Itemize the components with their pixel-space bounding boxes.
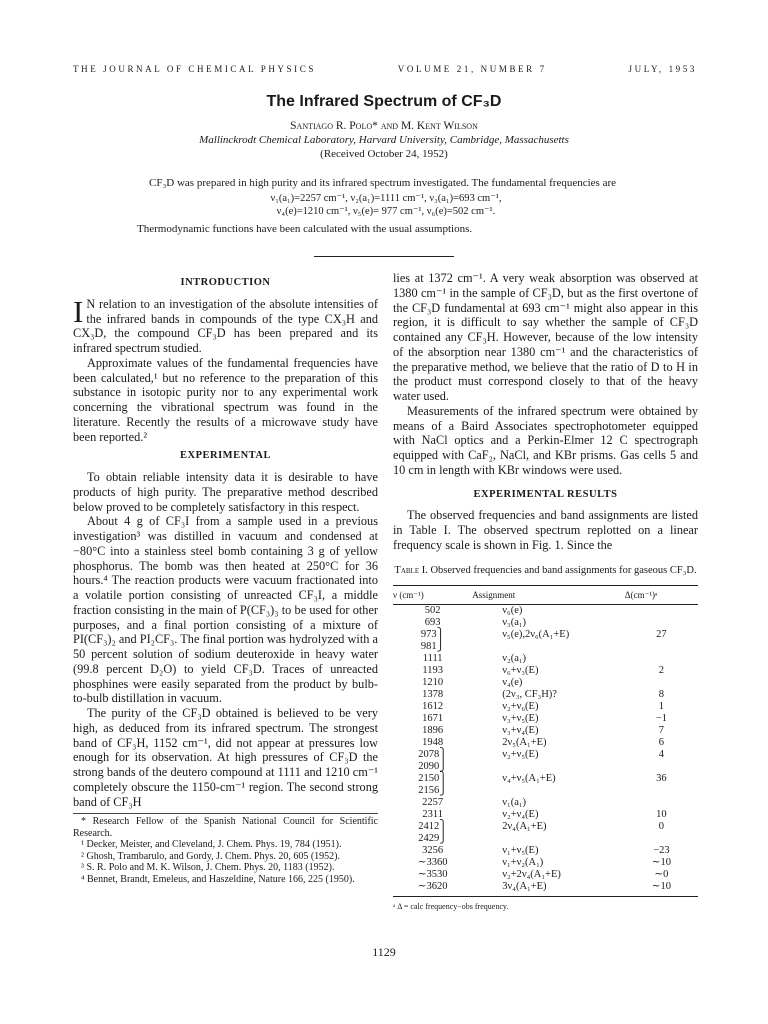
- table-caption-text: Observed frequencies and band assignments for gaseous CF₃D.: [427, 564, 697, 576]
- table-caption: [393, 565, 698, 577]
- table-row: [393, 737, 698, 749]
- frequency-cell: ∼3620: [393, 881, 472, 897]
- paper-title: The Infrared Spectrum of CF₃D: [266, 93, 502, 110]
- table-row: [393, 677, 698, 689]
- table-row: [393, 713, 698, 725]
- frequency-cell: 2257: [422, 796, 444, 808]
- assignment-cell: ν₄(e): [502, 676, 523, 688]
- frequency-cell: ∼3360: [417, 856, 448, 868]
- table-row: [393, 857, 698, 869]
- assignment-cell: ν₁+ν₅(E): [502, 844, 539, 856]
- assignment-cell: ν₂(a₁): [502, 652, 527, 664]
- assignment-cell: ν₂+2ν₄(A₁+E): [502, 868, 561, 880]
- assignment-cell: ν₂+ν₆(E): [502, 700, 539, 712]
- table-row: [393, 821, 698, 845]
- table-row: [393, 629, 698, 653]
- delta-cell: 6: [658, 736, 665, 748]
- delta-cell: 36: [656, 772, 667, 784]
- frequency-cell: 2150⎫ 2156⎭: [418, 772, 448, 796]
- results-paragraph-1: lies at 1372 cm⁻¹. A very weak absorption was observed at 1380 cm⁻¹ in the sample of CF₃D, but as the first overtone of the CF₃D fundamental at 693 cm⁻¹ might also appear in this region, it is difficult to say whether the sample of CF₃D contained any CF₃H. However, because of the low intensity of the absorption near 1380 cm⁻¹ and the characteristics of the preparative method, we believe that the ratio of D to H in the product must correspond closely to that of the heavy water used.: [393, 271, 698, 403]
- delta-cell: 4: [658, 748, 665, 760]
- assignment-cell: ν₆+ν₃(E): [502, 664, 539, 676]
- table-row: [393, 869, 698, 881]
- experimental-results-heading: EXPERIMENTAL RESULTS: [473, 488, 618, 500]
- assignment-cell: ν₃+ν₅(E): [502, 712, 539, 724]
- intro-paragraph-2: Approximate values of the fundamental frequencies have been calculated,¹ but no reference to the preparation of this substance in isotopic purity nor to any experimental work concerning the vibrational spectrum was found in the literature. Recently the results of a microwave study have been reported.²: [73, 355, 378, 444]
- delta-cell: 1: [658, 700, 665, 712]
- frequency-cell: 2078⎫ 2090⎭: [418, 748, 448, 772]
- frequency-cell: 1896: [422, 724, 444, 736]
- frequency-cell: 1111: [422, 652, 443, 664]
- delta-cell: 7: [658, 724, 665, 736]
- delta-cell: 27: [656, 628, 667, 640]
- table-row: [393, 725, 698, 737]
- assignment-cell: ν₂+ν₅(E): [502, 748, 539, 760]
- delta-cell: 0: [658, 820, 665, 832]
- abstract-closing: Thermodynamic functions have been calculated with the usual assumptions.: [137, 223, 473, 235]
- frequency-cell: 1671: [422, 712, 444, 724]
- introduction-heading: INTRODUCTION: [180, 277, 271, 288]
- experimental-paragraph-3: The purity of the CF₃D obtained is believed to be very high, as deduced from its infrared spectrum. The strongest band of CF₃H, 1152 cm⁻¹, did not appear at pressures low enough for its observation. At high pressures of CF₃D the strong bands of the deutero compound at 1111 and 1210 cm⁻¹ completely obscure the 1150-cm⁻¹ region. The second strong band of CF₃H: [73, 706, 378, 809]
- table-row: [393, 617, 698, 629]
- issue-date: JULY, 1953: [628, 64, 697, 74]
- frequency-cell: 1948: [422, 736, 444, 748]
- journal-name: THE JOURNAL OF CHEMICAL PHYSICS: [73, 64, 316, 74]
- title-divider: [314, 256, 454, 257]
- delta-cell: ∼10: [651, 856, 672, 868]
- intro-paragraph-1: [73, 293, 378, 356]
- frequency-cell: 3256: [422, 844, 444, 856]
- assignment-cell: ν₃(a₁): [502, 616, 527, 628]
- footnote: ² Ghosh, Trambarulo, and Gordy, J. Chem. Phys. 20, 605 (1952).: [81, 850, 341, 862]
- footnotes: [73, 813, 378, 885]
- table-1: [393, 565, 698, 915]
- abstract: [137, 176, 635, 236]
- volume-number: VOLUME 21, NUMBER 7: [397, 64, 547, 74]
- delta-cell: −23: [653, 844, 670, 856]
- frequency-cell: 1193: [422, 664, 443, 676]
- drop-cap: I: [73, 293, 84, 329]
- table-row: [393, 845, 698, 857]
- results-paragraph-3: The observed frequencies and band assignments are listed in Table I. The observed spectrum replotted on a linear frequency scale is shown in Fig. 1. Since the: [393, 508, 698, 552]
- table-footnote: ᵃ Δ = calc frequency−obs frequency.: [393, 901, 509, 911]
- footnote: ³ S. R. Polo and M. K. Wilson, J. Chem. Phys. 20, 1183 (1952).: [81, 862, 335, 874]
- assignment-cell: (2ν₃, CF₃H)?: [502, 688, 557, 700]
- delta-cell: [625, 797, 698, 809]
- assignment-cell: ν₆(e): [502, 604, 523, 616]
- footnote: * Research Fellow of the Spanish National Council for Scientific Research.: [73, 816, 378, 839]
- frequency-cell: ∼3530: [417, 868, 448, 880]
- frequency-cell: 2311: [422, 808, 443, 820]
- table-row: [393, 809, 698, 821]
- assignment-cell: ν₁+ν₂(A₁): [502, 856, 544, 868]
- right-column: [393, 271, 698, 914]
- column-header-frequency: ν (cm⁻¹): [393, 585, 472, 604]
- frequency-cell: 2412⎫ 2429⎭: [418, 820, 448, 844]
- table-row: [393, 797, 698, 809]
- table-row: [393, 881, 698, 897]
- assignment-cell: ν₃+ν₄(E): [502, 724, 539, 736]
- fundamental-frequencies: [137, 192, 635, 218]
- table-row: [393, 689, 698, 701]
- delta-cell: [625, 617, 698, 629]
- intro-paragraph-1-text: N relation to an investigation of the absolute intensities of the infrared bands in compounds of the type CX₃H and CX₃D, the compound CF₃D has been prepared and its infrared spectrum studied.: [73, 296, 378, 355]
- table-body: [393, 604, 698, 896]
- delta-cell: −1: [655, 712, 667, 724]
- frequency-cell: 693: [424, 616, 441, 628]
- assignment-cell: 2ν₄(A₁+E): [502, 820, 547, 832]
- abstract-intro: CF₃D was prepared in high purity and its infrared spectrum investigated. The fundamental frequencies are: [149, 177, 617, 189]
- delta-cell: 8: [658, 688, 665, 700]
- frequency-cell: 1210: [422, 676, 444, 688]
- page-number: 1129: [372, 945, 396, 959]
- table-row: [393, 604, 698, 617]
- assignment-cell: 3ν₄(A₁+E): [472, 881, 625, 897]
- delta-cell: [625, 653, 698, 665]
- frequency-cell: 1612: [422, 700, 444, 712]
- assignment-cell: ν₁(a₁): [502, 796, 527, 808]
- delta-cell: ∼10: [625, 881, 698, 897]
- table-row: [393, 653, 698, 665]
- frequency-line-2: ν₄(e)=1210 cm⁻¹, ν₅(e)= 977 cm⁻¹, ν₆(e)=502 cm⁻¹.: [276, 206, 496, 217]
- frequency-cell: 973⎫ 981⎭: [420, 628, 445, 652]
- authors: Santiago R. Polo* and M. Kent Wilson: [290, 120, 478, 132]
- delta-cell: ∼0: [654, 868, 669, 880]
- running-head: [73, 64, 697, 74]
- affiliation: Mallinckrodt Chemical Laboratory, Harvard University, Cambridge, Massachusetts: [199, 134, 569, 146]
- delta-cell: [625, 677, 698, 689]
- frequency-line-1: ν₁(a₁)=2257 cm⁻¹, ν₂(a₁)=1111 cm⁻¹, ν₃(a₁)=693 cm⁻¹,: [270, 193, 502, 204]
- table-row: [393, 773, 698, 797]
- footnote: ¹ Decker, Meister, and Cleveland, J. Chem. Phys. 19, 784 (1951).: [81, 839, 342, 851]
- left-column: [73, 271, 378, 885]
- results-paragraph-2: Measurements of the infrared spectrum were obtained by means of a Baird Associates spectrophotometer equipped with NaCl optics and a Perkin-Elmer 12 C spectrograph equipped with CaF₂, NaCl, and KBr prisms. Gas cells 5 and 10 cm in length with KBr windows were used.: [393, 403, 698, 477]
- received-date: (Received October 24, 1952): [320, 148, 448, 160]
- frequency-table: [393, 585, 698, 897]
- table-row: [393, 665, 698, 677]
- assignment-cell: 2ν₅(A₁+E): [502, 736, 547, 748]
- table-label: Table I.: [394, 564, 428, 576]
- delta-cell: 2: [658, 664, 665, 676]
- assignment-cell: ν₄+ν₅(A₁+E): [502, 772, 556, 784]
- assignment-cell: ν₅(e),2ν₆(A₁+E): [502, 628, 570, 640]
- column-header-assignment: Assignment: [472, 585, 625, 604]
- footnote: ⁴ Bennet, Brandt, Emeleus, and Haszeldine, Nature 166, 225 (1950).: [81, 873, 355, 885]
- table-header-row: [393, 585, 698, 604]
- experimental-paragraph-1: To obtain reliable intensity data it is desirable to have products of high purity. The preparative method described below proved to be completely satisfactory in this respect.: [73, 470, 378, 514]
- assignment-cell: ν₂+ν₄(E): [502, 808, 539, 820]
- experimental-paragraph-2: About 4 g of CF₃I from a sample used in a previous investigation³ was distilled in vacuum and condensed at −80°C into a stainless steel bomb containing 3 g of yellow phosphorus. The bomb was then heated at 250°C for 36 hours.⁴ The reaction products were vacuum fractionated into a volatile portion consisting of unreacted CF₃I, a middle fraction consisting in the main of P(CF₃)₃ to be used for other purposes, and a final portion consisting of a mixture of PI(CF₃)₂ and PI₂CF₃. The final portion was hydrolyzed with a 50 percent solution of sodium deuteroxide in heavy water (99.8 percent D₂O) to yield CF₃D. Traces of unreacted phosphines were easily separated from the product by bulb-to-bulb distillation in vacuum.: [73, 514, 378, 706]
- table-row: [393, 749, 698, 773]
- frequency-cell: 1378: [422, 688, 444, 700]
- column-header-delta: Δ(cm⁻¹)ᵃ: [625, 585, 698, 604]
- delta-cell: 10: [656, 808, 667, 820]
- frequency-cell: 502: [424, 604, 441, 616]
- table-row: [393, 701, 698, 713]
- delta-cell: [625, 604, 698, 617]
- experimental-heading: EXPERIMENTAL: [180, 450, 271, 462]
